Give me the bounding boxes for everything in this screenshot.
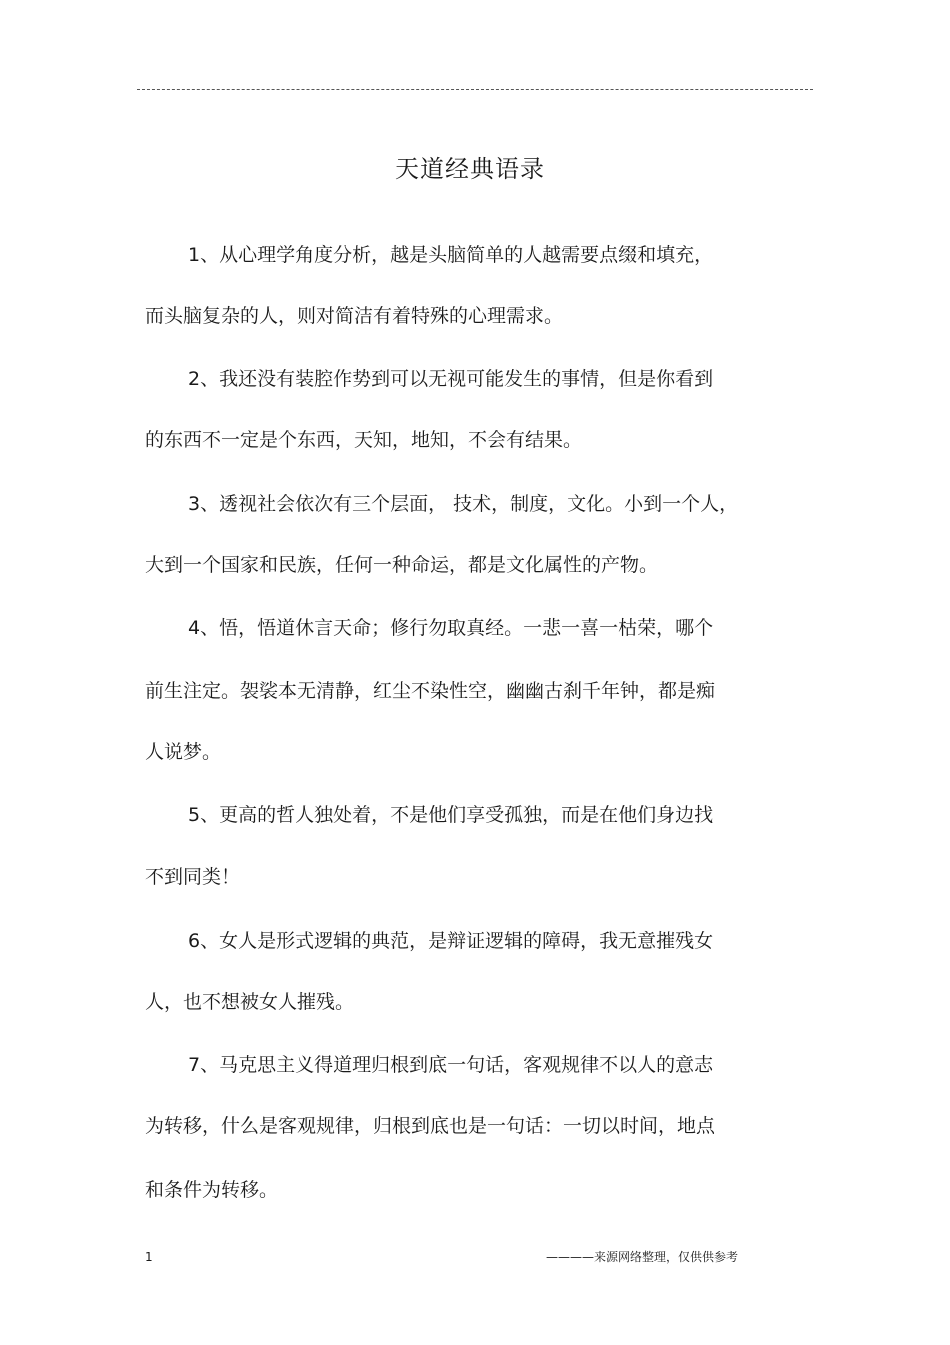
quote-7-line-1: 7、马克思主义得道理归根到底一句话，客观规律不以人的意志	[188, 1054, 714, 1076]
quote-3-line-2: 大到一个国家和民族，任何一种命运，都是文化属性的产物。	[145, 554, 659, 576]
quote-3-line-1: 3、透视社会依次有三个层面， 技术，制度，文化。小到一个人，	[188, 493, 739, 515]
quote-2-line-1: 2、我还没有装腔作势到可以无视可能发生的事情，但是你看到	[188, 368, 714, 390]
quote-4-line-1: 4、悟，悟道休言天命；修行勿取真经。一悲一喜一枯荣，哪个	[188, 617, 714, 639]
quote-1-line-1: 1、从心理学角度分析，越是头脑简单的人越需要点缀和填充，	[188, 244, 714, 266]
header-dashed-rule	[137, 89, 813, 90]
quote-7-line-2: 为转移，什么是客观规律，归根到底也是一句话：一切以时间，地点	[145, 1115, 716, 1137]
quote-4-line-3: 人说梦。	[145, 741, 222, 763]
page-number: 1	[145, 1250, 153, 1264]
page-title: 天道经典语录	[395, 155, 545, 183]
quote-5-line-2: 不到同类！	[145, 866, 241, 888]
quote-5-line-1: 5、更高的哲人独处着，不是他们享受孤独，而是在他们身边找	[188, 804, 714, 826]
footer-source-note: ————来源网络整理，仅供供参考	[546, 1250, 739, 1264]
quote-7-line-3: 和条件为转移。	[145, 1179, 279, 1201]
quote-4-line-2: 前生注定。袈裟本无清静，红尘不染性空，幽幽古刹千年钟，都是痴	[145, 680, 716, 702]
quote-1-line-2: 而头脑复杂的人，则对简洁有着特殊的心理需求。	[145, 305, 564, 327]
quote-2-line-2: 的东西不一定是个东西，天知，地知，不会有结果。	[145, 429, 583, 451]
quote-6-line-1: 6、女人是形式逻辑的典范，是辩证逻辑的障碍，我无意摧残女	[188, 930, 714, 952]
quote-6-line-2: 人，也不想被女人摧残。	[145, 991, 355, 1013]
